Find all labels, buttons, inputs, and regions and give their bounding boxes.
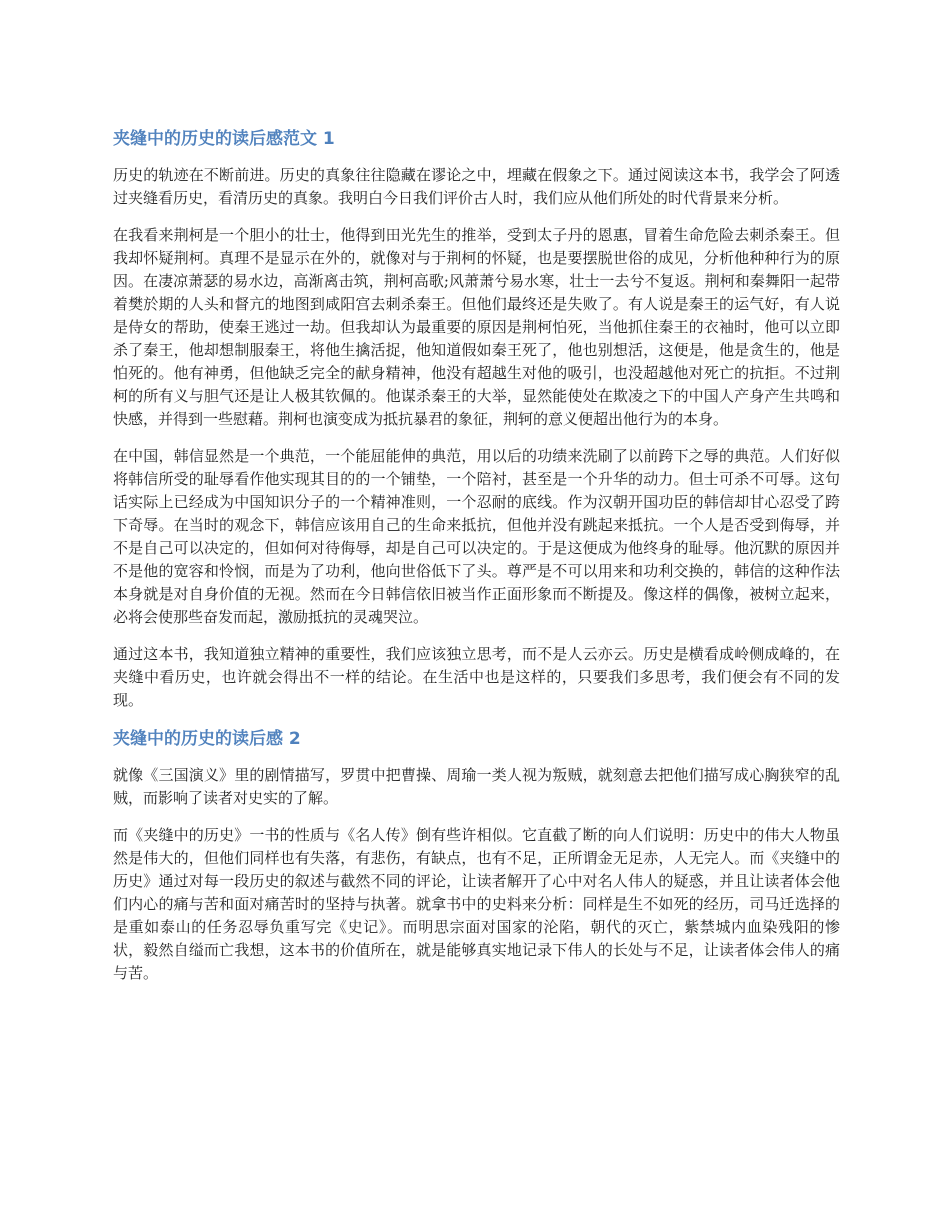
section-1-paragraph-4: 通过这本书，我知道独立精神的重要性，我们应该独立思考，而不是人云亦云。历史是横看成岭侧成峰的，在夹缝中看历史，也许就会得出不一样的结论。在生活中也是这样的，只要我们多思考，我们便会有不同的发现。	[113, 645, 840, 709]
section-1-paragraph-3: 在中国，韩信显然是一个典范，一个能屈能伸的典范，用以后的功绩来洗刷了以前跨下之辱的典范。人们好似将韩信所受的耻辱看作他实现其目的的一个铺垫，一个陪衬，甚至是一个升华的动力。但士可杀不可辱。这句话实际上已经成为中国知识分子的一个精神准则，一个忍耐的底线。作为汉朝开国功臣的韩信却甘心忍受了跨下奇辱。在当时的观念下，韩信应该用自己的生命来抵抗，但他并没有跳起来抵抗。一个人是否受到侮辱，并不是自己可以决定的，但如何对待侮辱，却是自己可以决定的。于是这便成为他终身的耻辱。他沉默的原因并不是他的宽容和怜悯，而是为了功利，他向世俗低下了头。尊严是不可以用来和功利交换的，韩信的这种作法本身就是对自身价值的无视。然而在今日韩信依旧被当作正面形象而不断提及。像这样的偶像，被树立起来，必将会使那些奋发而起，激励抵抗的灵魂哭泣。	[113, 447, 840, 626]
section-1-paragraph-1: 历史的轨迹在不断前进。历史的真象往往隐藏在谬论之中，埋藏在假象之下。通过阅读这本书，我学会了阿透过夹缝看历史，看清历史的真象。我明白今日我们评价古人时，我们应从他们所处的时代背景来分析。	[113, 166, 840, 207]
section-2-heading: 夹缝中的历史的读后感 2	[113, 729, 301, 749]
section-1-heading: 夹缝中的历史的读后感范文 1	[113, 129, 335, 149]
section-2-paragraph-1: 就像《三国演义》里的剧情描写，罗贯中把曹操、周瑜一类人视为叛贼，就刻意去把他们描写成心胸狭窄的乱贼，而影响了读者对史实的了解。	[113, 766, 840, 807]
document-page	[113, 126, 840, 999]
section-1-paragraph-2: 在我看来荆柯是一个胆小的壮士，他得到田光先生的推举，受到太子丹的恩惠，冒着生命危险去刺杀秦王。但我却怀疑荆柯。真理不是显示在外的，就像对与于荆柯的怀疑，也是要摆脱世俗的成见，分析他种种行为的原因。在凄凉萧瑟的易水边，高渐离击筑，荆柯高歌;风萧萧兮易水寒，壮士一去兮不复返。荆柯和秦舞阳一起带着樊於期的人头和督亢的地图到咸阳宫去刺杀秦王。但他们最终还是失败了。有人说是秦王的运气好，有人说是侍女的帮助，使秦王逃过一劫。但我却认为最重要的原因是荆柯怕死，当他抓住秦王的衣袖时，他可以立即杀了秦王，他却想制服秦王，将他生擒活捉，他知道假如秦王死了，他也别想活，这便是，他是贪生的，他是怕死的。他有神勇，但他缺乏完全的献身精神，他没有超越生对他的吸引，也没超越他对死亡的抗拒。不过荆柯的所有义与胆气还是让人极其钦佩的。他谋杀秦王的大举，显然能使处在欺凌之下的中国人产身产生共鸣和快感，并得到一些慰藉。荆柯也演变成为抵抗暴君的象征，荆轲的意义便超出他行为的本身。	[113, 226, 840, 428]
section-2-paragraph-2: 而《夹缝中的历史》一书的性质与《名人传》倒有些许相似。它直截了断的向人们说明：历史中的伟大人物虽然是伟大的，但他们同样也有失落，有悲伤，有缺点，也有不足，正所谓金无足赤，人无完人。而《夹缝中的历史》通过对每一段历史的叙述与截然不同的评论，让读者解开了心中对名人伟人的疑惑，并且让读者体会他们内心的痛与苦和面对痛苦时的坚持与执著。就拿书中的史料来分析：同样是生不如死的经历，司马迁选择的是重如泰山的任务忍辱负重写完《史记》。而明思宗面对国家的沦陷，朝代的灭亡，紫禁城内血染残阳的惨状，毅然自缢而亡我想，这本书的价值所在，就是能够真实地记录下伟人的长处与不足，让读者体会伟人的痛与苦。	[113, 826, 840, 982]
